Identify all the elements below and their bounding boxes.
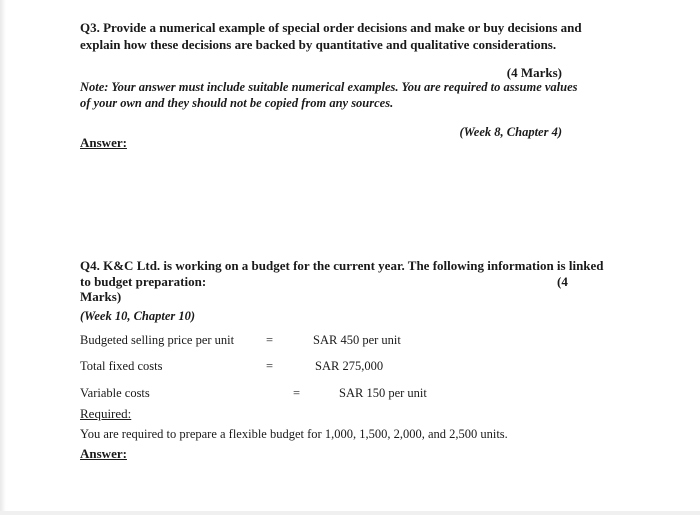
q4-marks-part2: Marks) [80, 289, 122, 304]
q4-answer-label: Answer: [80, 446, 127, 461]
page-bottom-edge [0, 511, 700, 515]
row-eq-selling-price: = [266, 333, 274, 347]
row-label-fixed-costs: Total fixed costs [80, 359, 163, 373]
q4-question-line2: to budget preparation: [80, 274, 207, 289]
q3-note-line1: Note: Your answer must include suitable numerical examples. You are required to assume values [80, 80, 578, 94]
q3-question-line1: Q3. Provide a numerical example of special order decisions and make or buy decisions and [80, 20, 582, 35]
q3-note-line2: of your own and they should not be copied from any sources. [80, 96, 394, 110]
row-value-fixed-costs: SAR 275,000 [315, 359, 384, 373]
row-value-selling-price: SAR 450 per unit [313, 333, 401, 347]
q3-question-line2: explain how these decisions are backed by quantitative and qualitative considerations. [80, 37, 557, 52]
page-edge-shadow [0, 0, 6, 515]
q3-answer-label: Answer: [80, 135, 127, 150]
q4-question-line1: Q4. K&C Ltd. is working on a budget for the current year. The following information is linked [80, 258, 604, 273]
q3-week-reference: (Week 8, Chapter 4) [459, 125, 562, 139]
row-eq-fixed-costs: = [266, 359, 274, 373]
q4-required-text: You are required to prepare a flexible budget for 1,000, 1,500, 2,000, and 2,500 units. [80, 427, 508, 441]
row-label-selling-price: Budgeted selling price per unit [80, 333, 235, 347]
q3-marks: (4 Marks) [506, 65, 562, 80]
q4-week-reference: (Week 10, Chapter 10) [80, 309, 196, 323]
q4-required-label: Required: [80, 406, 132, 421]
row-label-variable-costs: Variable costs [80, 386, 150, 400]
row-value-variable-costs: SAR 150 per unit [339, 386, 427, 400]
row-eq-variable-costs: = [293, 386, 301, 400]
q4-marks-part1: (4 [557, 274, 568, 289]
